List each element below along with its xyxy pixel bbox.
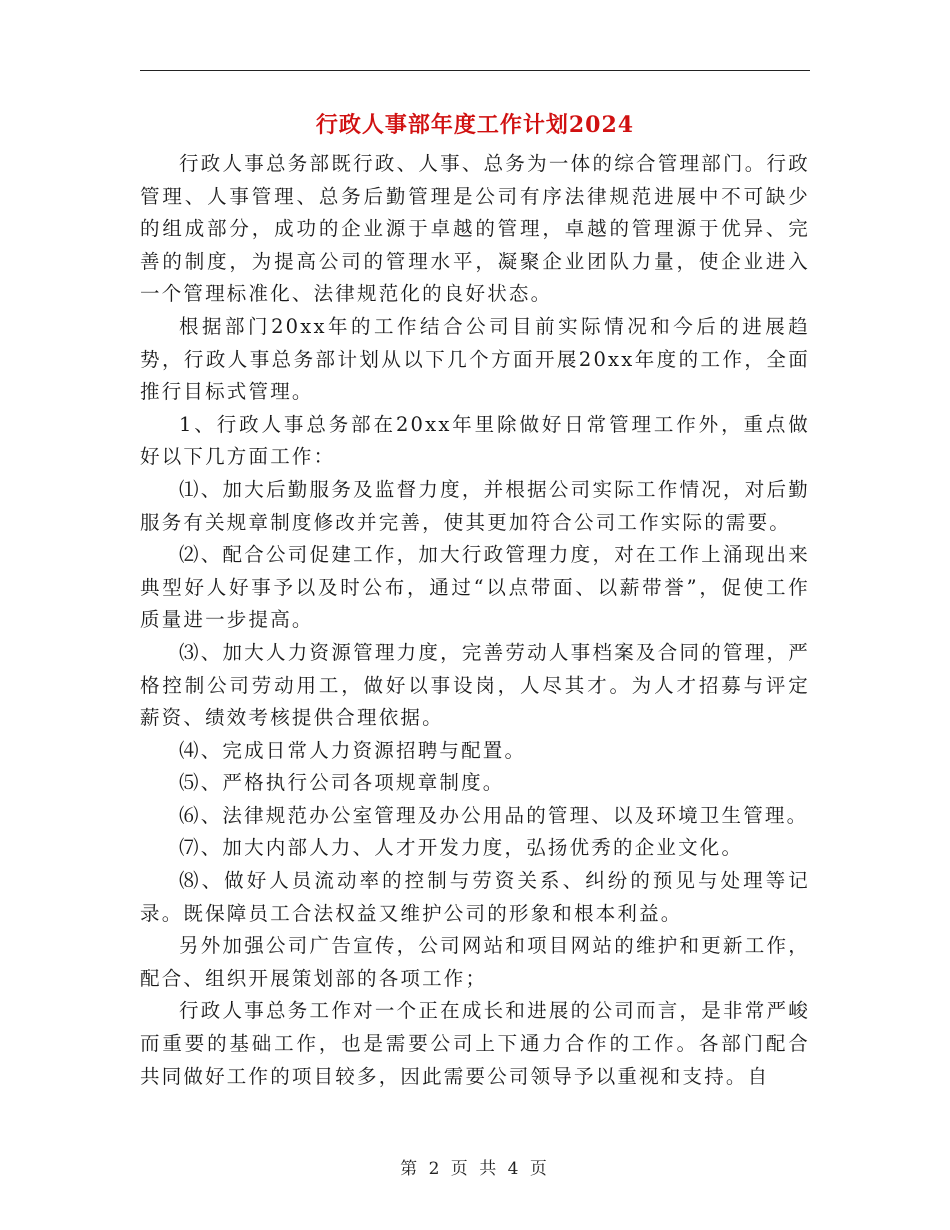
page-number-footer: 第 2 页 共 4 页 [400,1159,550,1179]
header-rule [140,70,810,71]
sub-item-4: ⑷、完成日常人力资源招聘与配置。 [179,738,527,762]
sub-item-6: ⑹、法律规范办公室管理及办公用品的管理、以及环境卫生管理。 [179,803,809,827]
paragraph-intro: 行政人事总务部既行政、人事、总务为一体的综合管理部门。行政管理、人事管理、总务后勤管理是公司有序法律规范进展中不可缺少的组成部分，成功的企业源于卓越的管理，卓越的管理源于优异、完善的制度，为提高公司的管理水平，凝聚企业团队力量，使企业进入一个管理标准化、法律规范化的良好状态。 [140,152,810,306]
sub-item-5: ⑸、严格执行公司各项规章制度。 [179,771,505,795]
paragraph-conclusion: 行政人事总务工作对一个正在成长和进展的公司而言，是非常严峻而重要的基础工作，也是需要公司上下通力合作的工作。各部门配合共同做好工作的项目较多，因此需要公司领导予以重视和支持。自 [140,999,810,1088]
paragraph-plan: 根据部门20xx年的工作结合公司目前实际情况和今后的进展趋势，行政人事总务部计划从以下几个方面开展20xx年度的工作，全面推行目标式管理。 [140,314,810,404]
paragraph-promotion: 另外加强公司广告宣传，公司网站和项目网站的维护和更新工作，配合、组织开展策划部的各项工作； [140,934,810,990]
sub-item-8: ⑻、做好人员流动率的控制与劳资关系、纠纷的预见与处理等记录。既保障员工合法权益又维护公司的形象和根本利益。 [140,869,810,925]
sub-item-1: ⑴、加大后勤服务及监督力度，并根据公司实际工作情况，对后勤服务有关规章制度修改并完善，使其更加符合公司工作实际的需要。 [140,477,810,534]
paragraph-item-1: 1、行政人事总务部在20xx年里除做好日常管理工作外，重点做好以下几方面工作： [140,412,810,469]
sub-item-3: ⑶、加大人力资源管理力度，完善劳动人事档案及合同的管理，严格控制公司劳动用工，做好以事设岗，人尽其才。为人才招募与评定薪资、绩效考核提供合理依据。 [140,640,810,730]
sub-item-2: ⑵、配合公司促建工作，加大行政管理力度，对在工作上涌现出来典型好人好事予以及时公布，通过“以点带面、以薪带誉”，促使工作质量进一步提高。 [140,543,810,632]
document-body [140,148,810,1093]
document-title: 行政人事部年度工作计划2024 [315,112,635,138]
sub-item-7: ⑺、加大内部人力、人才开发力度，弘扬优秀的企业文化。 [179,836,744,860]
